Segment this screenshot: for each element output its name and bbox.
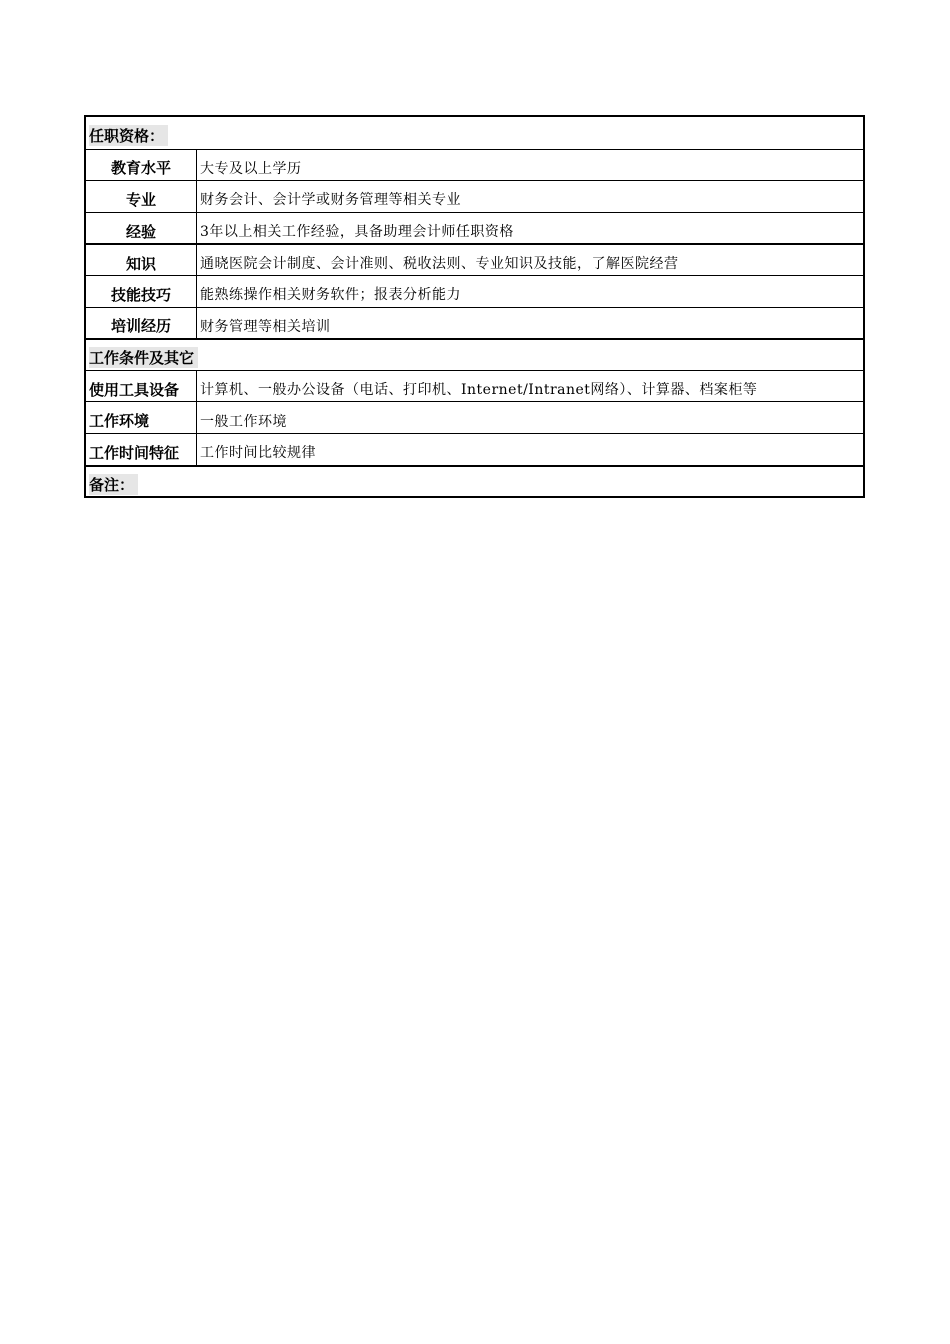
row-label: 培训经历 xyxy=(86,308,197,339)
remarks-section xyxy=(86,467,863,497)
qualifications-section xyxy=(86,117,863,149)
row-value: 3年以上相关工作经验，具备助理会计师任职资格 xyxy=(200,224,514,241)
table-row xyxy=(86,401,863,433)
row-value: 一般工作环境 xyxy=(200,413,287,430)
row-label: 专业 xyxy=(86,181,197,212)
row-value: 财务会计、会计学或财务管理等相关专业 xyxy=(200,192,461,209)
row-label: 工作环境 xyxy=(86,402,197,433)
qualifications-heading: 任职资格： xyxy=(89,125,168,146)
table-row xyxy=(86,180,863,212)
remarks-row xyxy=(86,465,863,497)
row-value: 通晓医院会计制度、会计准则、税收法则、专业知识及技能，了解医院经营 xyxy=(200,256,679,273)
row-value: 计算机、一般办公设备（电话、打印机、Internet/Intranet网络）、计算器、档案柜等 xyxy=(200,382,758,399)
table-row xyxy=(86,433,863,465)
row-label: 经验 xyxy=(86,213,197,244)
row-label: 使用工具设备 xyxy=(86,371,197,402)
job-description-table xyxy=(84,115,865,498)
conditions-section xyxy=(86,340,863,370)
row-label: 知识 xyxy=(86,245,197,275)
row-value: 大专及以上学历 xyxy=(200,160,302,177)
row-value: 工作时间比较规律 xyxy=(200,445,316,462)
table-row xyxy=(86,243,863,275)
row-label: 工作时间特征 xyxy=(86,434,197,465)
qualifications-header-row xyxy=(86,117,863,149)
conditions-header-row xyxy=(86,338,863,370)
table-row xyxy=(86,212,863,244)
remarks-heading: 备注： xyxy=(89,474,138,495)
row-label: 技能技巧 xyxy=(86,276,197,307)
conditions-heading: 工作条件及其它 xyxy=(89,347,198,368)
row-label: 教育水平 xyxy=(86,150,197,181)
table-row xyxy=(86,275,863,307)
table-row xyxy=(86,149,863,181)
row-value: 能熟练操作相关财务软件；报表分析能力 xyxy=(200,287,461,304)
row-value: 财务管理等相关培训 xyxy=(200,318,331,335)
table-row xyxy=(86,370,863,402)
table-row xyxy=(86,307,863,339)
